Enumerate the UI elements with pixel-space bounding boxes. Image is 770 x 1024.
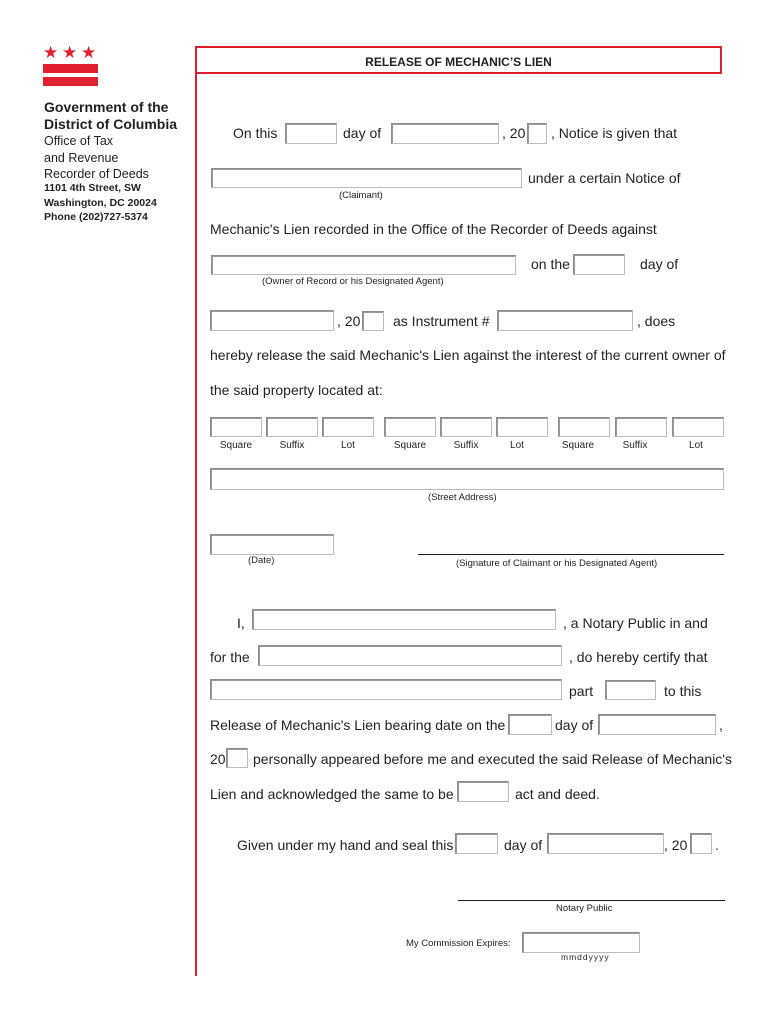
notice-label: , Notice is given that	[551, 125, 678, 141]
date-field[interactable]	[210, 534, 334, 555]
to-this-label: to this	[664, 683, 702, 699]
suffix-field-3[interactable]	[615, 417, 667, 437]
year-field[interactable]	[527, 123, 547, 144]
notary-signature-line	[458, 900, 725, 901]
i-label: I,	[237, 615, 245, 631]
office-address: 1101 4th Street, SW Washington, DC 20024 Phone (202)727-5374	[44, 182, 157, 223]
square-field-3[interactable]	[558, 417, 610, 437]
seal-day-field[interactable]	[455, 833, 498, 854]
square-field-1[interactable]	[210, 417, 262, 437]
red-margin-line	[195, 74, 197, 976]
comma-20-label: , 20	[664, 837, 688, 853]
does-label: , does	[637, 313, 676, 329]
government-heading: Government of the District of Columbia	[44, 99, 178, 132]
commission-expires-label: My Commission Expires:	[406, 938, 511, 949]
claimant-field[interactable]	[211, 168, 522, 188]
suffix-caption: Suffix	[453, 440, 479, 451]
on-this-label: On this	[233, 125, 278, 141]
bearing-month-field[interactable]	[598, 714, 716, 735]
star-icon: ★	[43, 43, 59, 62]
day-of-label: day of	[555, 717, 594, 733]
certify-label: , do hereby certify that	[569, 649, 708, 665]
month-field[interactable]	[391, 123, 499, 144]
appeared-name-field[interactable]	[210, 679, 562, 700]
release-line: hereby release the said Mechanic's Lien against the interest of the current owner of	[210, 347, 726, 363]
day-of-label: day of	[640, 256, 679, 272]
square-caption: Square	[561, 440, 595, 451]
comma-label: ,	[719, 717, 723, 733]
flag-bar	[43, 64, 98, 73]
lot-field-1[interactable]	[322, 417, 374, 437]
under-notice-label: under a certain Notice of	[528, 170, 681, 186]
star-icon: ★	[62, 43, 78, 62]
square-caption: Square	[393, 440, 427, 451]
lot-caption: Lot	[689, 440, 703, 451]
flag-bar	[43, 77, 98, 86]
acknowledged-label: Lien and acknowledged the same to be	[210, 786, 454, 802]
owner-field[interactable]	[211, 255, 516, 275]
on-the-label: on the	[531, 256, 570, 272]
lot-caption: Lot	[510, 440, 524, 451]
recorded-year-field[interactable]	[362, 311, 384, 331]
seal-year-field[interactable]	[690, 833, 712, 854]
suffix-field-1[interactable]	[266, 417, 318, 437]
given-under-label: Given under my hand and seal this	[237, 837, 454, 853]
square-field-2[interactable]	[384, 417, 436, 437]
owner-day-field[interactable]	[573, 254, 625, 275]
part-label: part	[569, 683, 594, 699]
lot-field-3[interactable]	[672, 417, 724, 437]
seal-month-field[interactable]	[547, 833, 664, 854]
signature-caption: (Signature of Claimant or his Designated Agent)	[456, 558, 658, 569]
notary-public-in-label: , a Notary Public in and	[563, 615, 708, 631]
day-of-label: day of	[343, 125, 382, 141]
notary-name-field[interactable]	[252, 609, 556, 630]
party-field[interactable]	[605, 680, 656, 700]
period-label: .	[715, 837, 719, 853]
office-name: Office of Tax and Revenue Recorder of Deeds	[44, 134, 149, 181]
comma-20-label: , 20	[502, 125, 526, 141]
property-line: the said property located at:	[210, 382, 383, 398]
bearing-year-field[interactable]	[226, 748, 248, 768]
suffix-field-2[interactable]	[440, 417, 492, 437]
owner-caption: (Owner of Record or his Designated Agent)	[262, 276, 444, 287]
street-address-field[interactable]	[210, 468, 724, 490]
suffix-caption: Suffix	[622, 440, 648, 451]
date-format-hint: mmddyyyy	[561, 952, 610, 962]
for-the-label: for the	[210, 649, 250, 665]
bearing-date-label: Release of Mechanic's Lien bearing date on the	[210, 717, 506, 733]
day-of-label: day of	[504, 837, 543, 853]
lot-field-2[interactable]	[496, 417, 548, 437]
act-deed-label: act and deed.	[515, 786, 600, 802]
star-icon: ★	[81, 43, 97, 62]
appeared-line: personally appeared before me and executed the said Release of Mechanic's	[253, 751, 732, 767]
twenty-label: 20	[210, 751, 226, 767]
as-instrument-label: as Instrument #	[393, 313, 490, 329]
suffix-caption: Suffix	[279, 440, 305, 451]
day-field[interactable]	[285, 123, 337, 144]
square-caption: Square	[219, 440, 253, 451]
lot-caption: Lot	[341, 440, 355, 451]
recorded-month-field[interactable]	[210, 310, 334, 331]
date-caption: (Date)	[248, 555, 275, 566]
instrument-number-field[interactable]	[497, 310, 633, 331]
pronoun-field[interactable]	[457, 781, 509, 802]
bearing-day-field[interactable]	[508, 714, 552, 735]
title-box	[195, 46, 722, 74]
street-address-caption: (Street Address)	[428, 492, 497, 503]
jurisdiction-field[interactable]	[258, 645, 562, 666]
commission-expires-field[interactable]	[522, 932, 640, 953]
signature-line	[418, 554, 724, 555]
page-title: RELEASE OF MECHANIC’S LIEN	[365, 55, 552, 69]
notary-public-caption: Notary Public	[556, 903, 613, 914]
claimant-caption: (Claimant)	[339, 190, 383, 201]
comma-20-label: , 20	[337, 313, 361, 329]
recorded-line: Mechanic's Lien recorded in the Office of the Recorder of Deeds against	[210, 221, 657, 237]
